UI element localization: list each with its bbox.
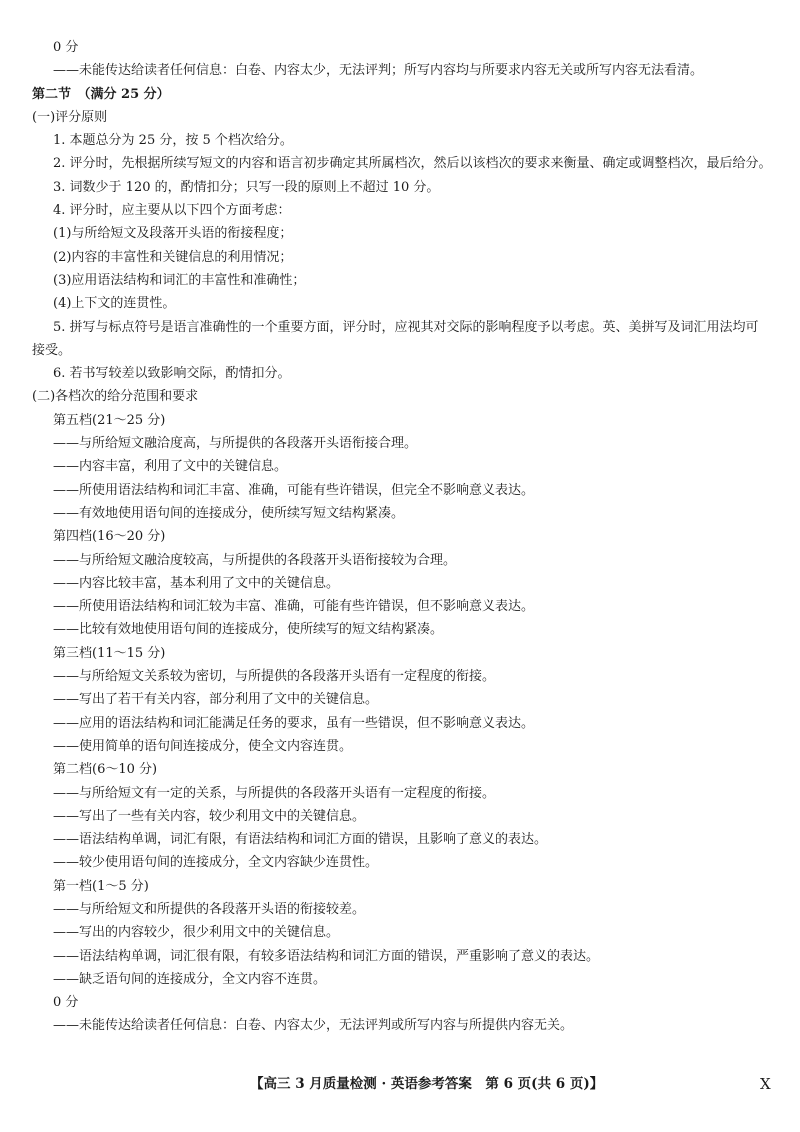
text-line: ——与所给短文关系较为密切，与所提供的各段落开头语有一定程度的衔接。 — [53, 669, 496, 685]
text-line: ——使用简单的语句间连接成分，使全文内容连贯。 — [53, 738, 353, 754]
text-line: ——与所给短文有一定的关系，与所提供的各段落开头语有一定程度的衔接。 — [53, 785, 496, 801]
text-line: (二)各档次的给分范围和要求 — [32, 389, 199, 405]
document-body — [0, 36, 800, 1038]
text-line: ——应用的语法结构和词汇能满足任务的要求，虽有一些错误，但不影响意义表达。 — [53, 715, 535, 731]
text-line: (一)评分原则 — [32, 109, 108, 125]
text-line: 第三档(11～15 分) — [53, 645, 166, 661]
page-footer — [0, 1072, 800, 1096]
text-line: (4)上下文的连贯性。 — [53, 296, 176, 312]
text-line: 4. 评分时，应主要从以下四个方面考虑： — [53, 203, 291, 219]
text-line: ——写出了若干有关内容，部分利用了文中的关键信息。 — [53, 692, 379, 708]
text-line: 2. 评分时，先根据所续写短文的内容和语言初步确定其所属档次，然后以该档次的要求来衡量、确定或调整档次，最后给分。 — [53, 156, 772, 172]
text-line: 第二档(6～10 分) — [53, 762, 158, 778]
text-line: ——内容丰富，利用了文中的关键信息。 — [53, 459, 288, 475]
footer-page-info: 【高三 3 月质量检测 · 英语参考答案 第 6 页(共 6 页)】 — [250, 1076, 604, 1092]
text-line: ——语法结构单调，词汇有限，有语法结构和词汇方面的错误，且影响了意义的表达。 — [53, 832, 548, 848]
text-line: 第一档(1～5 分) — [53, 878, 149, 894]
text-line: 第四档(16～20 分) — [53, 529, 166, 545]
text-line: ——未能传达给读者任何信息：白卷、内容太少，无法评判；所写内容均与所要求内容无关或所写内容无法看清。 — [53, 63, 704, 79]
footer-version-mark: X — [760, 1075, 771, 1093]
text-line: (2)内容的丰富性和关键信息的利用情况； — [53, 249, 293, 265]
text-line: 0 分 — [53, 995, 79, 1011]
text-line: ——语法结构单调，词汇很有限，有较多语法结构和词汇方面的错误，严重影响了意义的表达。 — [53, 948, 600, 964]
text-line: 第五档(21～25 分) — [53, 412, 166, 428]
text-line: ——与所给短文和所提供的各段落开头语的衔接较差。 — [53, 901, 366, 917]
text-line: ——缺乏语句间的连接成分，全文内容不连贯。 — [53, 971, 327, 987]
text-line: ——所使用语法结构和词汇丰富、准确，可能有些许错误，但完全不影响意义表达。 — [53, 482, 535, 498]
text-line: ——所使用语法结构和词汇较为丰富、准确，可能有些许错误，但不影响意义表达。 — [53, 599, 535, 615]
text-line: 5. 拼写与标点符号是语言准确性的一个重要方面，评分时，应视其对交际的影响程度予以考虑。英、美拼写及词汇用法均可 — [53, 319, 759, 335]
text-line: ——与所给短文融洽度高，与所提供的各段落开头语衔接合理。 — [53, 436, 418, 452]
text-line: 0 分 — [53, 40, 79, 55]
text-line: 6. 若书写较差以致影响交际，酌情扣分。 — [53, 366, 291, 382]
text-line: ——写出了一些有关内容，较少利用文中的关键信息。 — [53, 808, 366, 824]
text-line: ——写出的内容较少，很少利用文中的关键信息。 — [53, 925, 340, 941]
text-line: ——内容比较丰富，基本利用了文中的关键信息。 — [53, 575, 340, 591]
text-line: 接受。 — [32, 342, 72, 358]
text-line: ——较少使用语句间的连接成分，全文内容缺少连贯性。 — [53, 855, 379, 871]
text-line: 3. 词数少于 120 的，酌情扣分；只写一段的原则上不超过 10 分。 — [53, 179, 440, 195]
section-heading: 第二节 （满分 25 分） — [32, 86, 170, 102]
text-line: (3)应用语法结构和词汇的丰富性和准确性； — [53, 272, 306, 288]
text-line: 1. 本题总分为 25 分，按 5 个档次给分。 — [53, 133, 293, 149]
text-line: (1)与所给短文及段落开头语的衔接程度； — [53, 226, 293, 242]
text-line: ——有效地使用语句间的连接成分，使所续写短文结构紧凑。 — [53, 505, 405, 521]
text-line: ——比较有效地使用语句间的连接成分，使所续写的短文结构紧凑。 — [53, 622, 444, 638]
text-line: ——与所给短文融洽度较高，与所提供的各段落开头语衔接较为合理。 — [53, 552, 457, 568]
text-line: ——未能传达给读者任何信息：白卷、内容太少，无法评判或所写内容与所提供内容无关。 — [53, 1018, 574, 1034]
